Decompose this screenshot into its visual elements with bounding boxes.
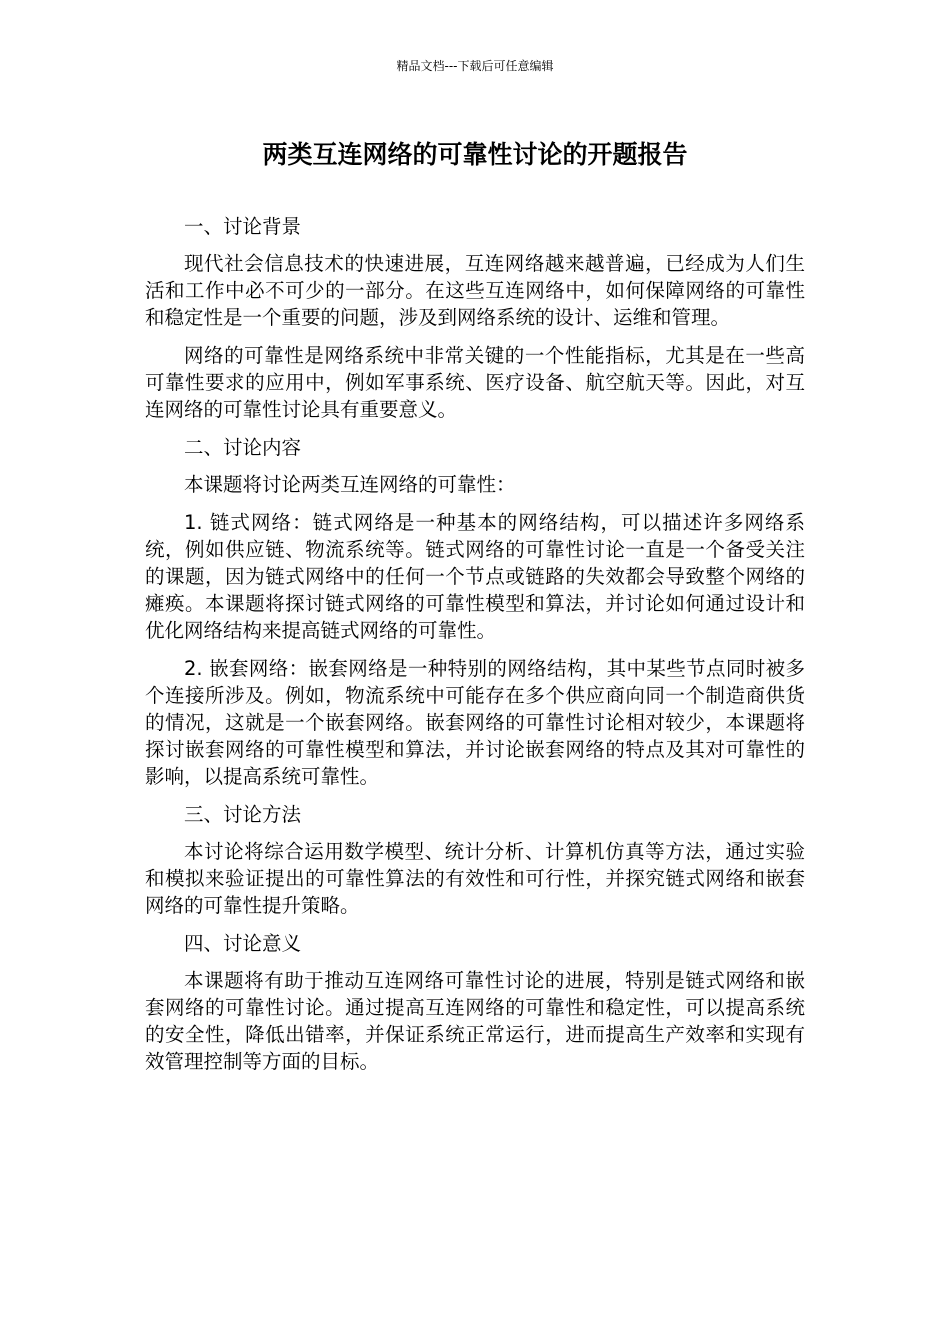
- list-item-chain-network: 1. 链式网络：链式网络是一种基本的网络结构，可以描述许多网络系统，例如供应链、物流系统等。链式网络的可靠性讨论一直是一个备受关注的课题，因为链式网络中的任何一个节点或链路的失效都会导致整个网络的瘫痪。本课题将探讨链式网络的可靠性模型和算法，并讨论如何通过设计和优化网络结构来提高链式网络的可靠性。: [145, 511, 805, 642]
- section-heading-background: 一、讨论背景: [184, 215, 302, 238]
- section-heading-method: 三、讨论方法: [184, 803, 302, 826]
- paragraph: 网络的可靠性是网络系统中非常关键的一个性能指标，尤其是在一些高可靠性要求的应用中，例如军事系统、医疗设备、航空航天等。因此，对互连网络的可靠性讨论具有重要意义。: [145, 344, 805, 421]
- page-header: 精品文档---下载后可任意编辑: [396, 59, 554, 73]
- list-item-nested-network: 2. 嵌套网络：嵌套网络是一种特别的网络结构，其中某些节点同时被多个连接所涉及。例如，物流系统中可能存在多个供应商向同一个制造商供货的情况，这就是一个嵌套网络。嵌套网络的可靠性讨论相对较少，本课题将探讨嵌套网络的可靠性模型和算法，并讨论嵌套网络的特点及其对可靠性的影响，以提高系统可靠性。: [145, 657, 805, 788]
- section-heading-content: 二、讨论内容: [184, 436, 302, 459]
- paragraph: 本课题将有助于推动互连网络可靠性讨论的进展，特别是链式网络和嵌套网络的可靠性讨论。通过提高互连网络的可靠性和稳定性，可以提高系统的安全性，降低出错率，并保证系统正常运行，进而提高生产效率和实现有效管理控制等方面的目标。: [145, 969, 805, 1073]
- paragraph: 现代社会信息技术的快速进展，互连网络越来越普遍，已经成为人们生活和工作中必不可少的一部分。在这些互连网络中，如何保障网络的可靠性和稳定性是一个重要的问题，涉及到网络系统的设计、运维和管理。: [145, 252, 805, 329]
- paragraph: 本课题将讨论两类互连网络的可靠性：: [184, 473, 516, 496]
- document-body: [145, 213, 805, 1086]
- section-heading-significance: 四、讨论意义: [184, 932, 302, 955]
- paragraph: 本讨论将综合运用数学模型、统计分析、计算机仿真等方法，通过实验和模拟来验证提出的可靠性算法的有效性和可行性，并探究链式网络和嵌套网络的可靠性提升策略。: [145, 840, 805, 917]
- document-title: 两类互连网络的可靠性讨论的开题报告: [262, 140, 688, 169]
